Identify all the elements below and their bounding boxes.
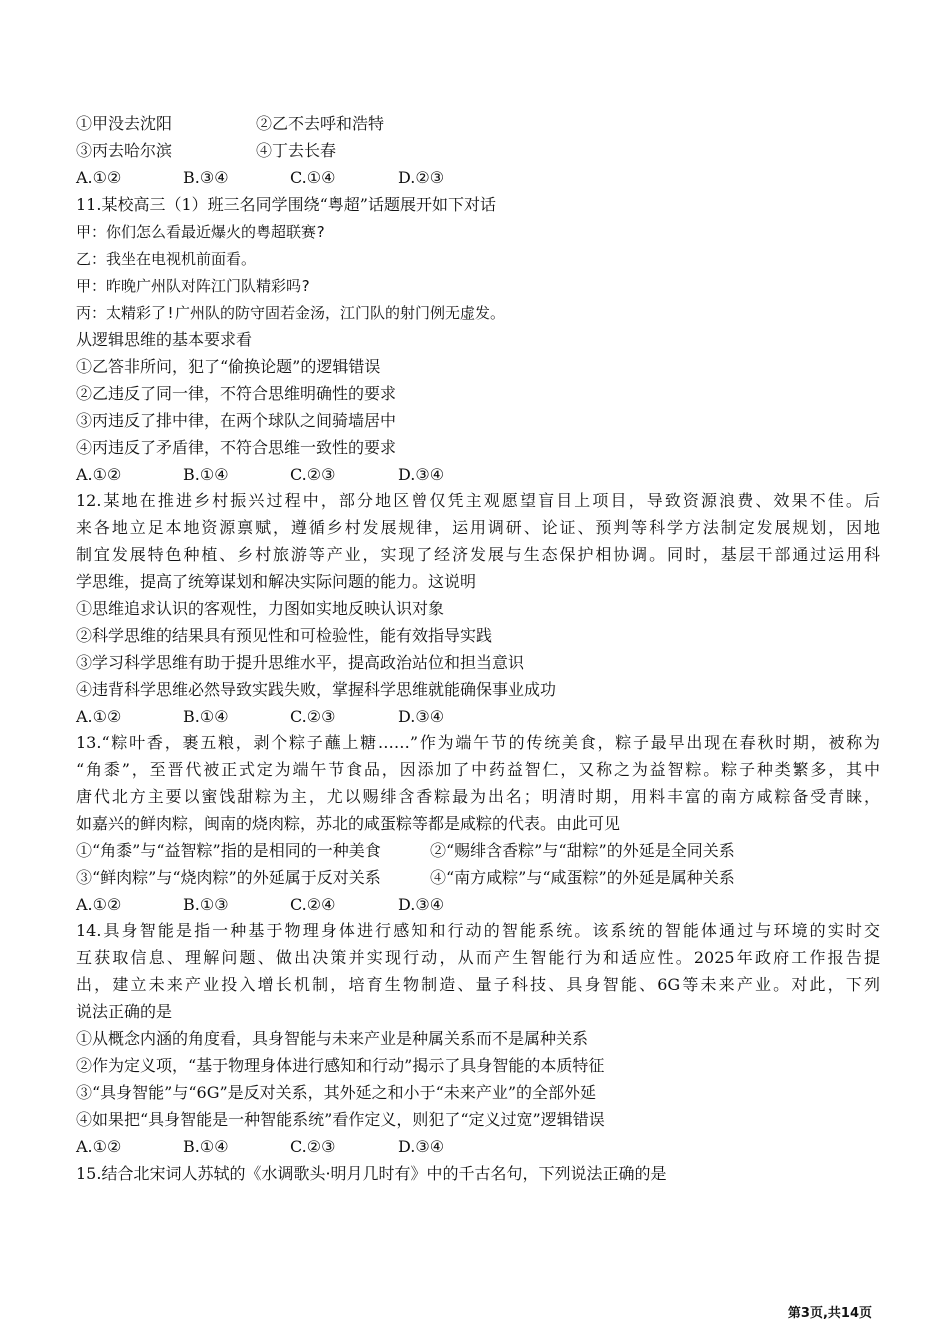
q14-choice-c: C.②③: [290, 1137, 336, 1156]
q12-stem-line: 制宜发展特色种植、乡村旅游等产业，实现了经济发展与生态保护相协调。同时，基层干部通过运用科: [76, 545, 880, 564]
q14-option-3: ③“具身智能”与“6G”是反对关系，其外延之和小于“未来产业”的全部外延: [76, 1083, 597, 1102]
q13-option-1: ①“角黍”与“益智粽”指的是相同的一种美食: [76, 841, 381, 860]
q10-choice-c: C.①④: [290, 168, 336, 187]
q12-choice-d: D.③④: [398, 707, 445, 726]
q14-choice-d: D.③④: [398, 1137, 445, 1156]
q10-choice-b: B.③④: [183, 168, 229, 187]
q15-stem: 15.结合北宋词人苏轼的《水调歌头·明月几时有》中的千古名句，下列说法正确的是: [76, 1164, 667, 1183]
q11-option-2: ②乙违反了同一律，不符合思维明确性的要求: [76, 384, 397, 403]
q12-stem-line: 学思维，提高了统筹谋划和解决实际问题的能力。这说明: [76, 572, 477, 591]
q12-stem-line: 12.某地在推进乡村振兴过程中，部分地区曾仅凭主观愿望盲目上项目，导致资源浪费、效果不佳。后: [76, 491, 880, 510]
q11-dialog-line: 乙：我坐在电视机前面看。: [76, 250, 257, 268]
q14-choice-a: A.①②: [76, 1137, 122, 1156]
q11-dialog-line: 丙：太精彩了!广州队的防守固若金汤，江门队的射门例无虚发。: [76, 304, 506, 322]
q11-stem: 11.某校高三（1）班三名同学围绕“粤超”话题展开如下对话: [76, 195, 496, 214]
q14-option-2: ②作为定义项，“基于物理身体进行感知和行动”揭示了具身智能的本质特征: [76, 1056, 605, 1075]
q12-stem-line: 来各地立足本地资源禀赋，遵循乡村发展规律，运用调研、论证、预判等科学方法制定发展规划，因地: [76, 518, 880, 537]
q14-choice-b: B.①④: [183, 1137, 229, 1156]
q11-dialog-line: 甲：昨晚广州队对阵江门队精彩吗?: [76, 277, 311, 295]
q13-choice-d: D.③④: [398, 895, 445, 914]
q10-item-3: ③丙去哈尔滨: [76, 141, 173, 160]
page-number: 第3页,共14页: [787, 1306, 872, 1321]
q11-option-1: ①乙答非所问，犯了“偷换论题”的逻辑错误: [76, 357, 381, 376]
q10-choice-d: D.②③: [398, 168, 445, 187]
q14-stem-line: 14.具身智能是指一种基于物理身体进行感知和行动的智能系统。该系统的智能体通过与环境的实时交: [76, 921, 880, 940]
q13-stem-line: 13.“粽叶香，裹五粮，剥个粽子蘸上糖……”作为端午节的传统美食，粽子最早出现在春秋时期，被称为: [76, 733, 880, 752]
q14-option-4: ④如果把“具身智能是一种智能系统”看作定义，则犯了“定义过宽”逻辑错误: [76, 1110, 605, 1129]
q11-choice-a: A.①②: [76, 465, 122, 484]
q11-choice-d: D.③④: [398, 465, 445, 484]
q11-choice-b: B.①④: [183, 465, 229, 484]
q10-choice-a: A.①②: [76, 168, 122, 187]
q12-choice-a: A.①②: [76, 707, 122, 726]
q10-item-1: ①甲没去沈阳: [76, 114, 173, 133]
q12-choice-c: C.②③: [290, 707, 336, 726]
q12-option-4: ④违背科学思维必然导致实践失败，掌握科学思维就能确保事业成功: [76, 680, 557, 699]
q12-option-3: ③学习科学思维有助于提升思维水平，提高政治站位和担当意识: [76, 653, 525, 672]
q13-stem-line: 唐代北方主要以蜜饯甜粽为主，尤以赐绯含香粽最为出名；明清时期，用料丰富的南方咸粽备受青睐，: [76, 787, 880, 806]
q11-option-4: ④丙违反了矛盾律，不符合思维一致性的要求: [76, 438, 397, 457]
q12-option-2: ②科学思维的结果具有预见性和可检验性，能有效指导实践: [76, 626, 493, 645]
q14-stem-line: 互获取信息、理解问题、做出决策并实现行动，从而产生智能行为和适应性。2025年政府工作报告提: [76, 948, 880, 967]
q13-choice-b: B.①③: [183, 895, 229, 914]
q11-option-3: ③丙违反了排中律，在两个球队之间骑墙居中: [76, 411, 397, 430]
q13-stem-line: “角黍”，至晋代被正式定为端午节食品，因添加了中药益智仁，又称之为益智粽。粽子种类繁多，其中: [76, 760, 880, 779]
q12-option-1: ①思维追求认识的客观性，力图如实地反映认识对象: [76, 599, 445, 618]
q14-option-1: ①从概念内涵的角度看，具身智能与未来产业是种属关系而不是属种关系: [76, 1029, 589, 1048]
q10-item-4: ④丁去长春: [256, 141, 337, 160]
q11-dialog-line: 甲：你们怎么看最近爆火的粤超联赛?: [76, 223, 326, 241]
q13-choice-a: A.①②: [76, 895, 122, 914]
q13-stem-line: 如嘉兴的鲜肉粽，闽南的烧肉粽，苏北的咸蛋粽等都是咸粽的代表。由此可见: [76, 814, 621, 833]
q12-choice-b: B.①④: [183, 707, 229, 726]
q13-option-3: ③“鲜肉粽”与“烧肉粽”的外延属于反对关系: [76, 868, 381, 887]
q11-lead: 从逻辑思维的基本要求看: [76, 330, 253, 349]
q13-option-4: ④“南方咸粽”与“咸蛋粽”的外延是属种关系: [430, 868, 735, 887]
q13-option-2: ②“赐绯含香粽”与“甜粽”的外延是全同关系: [430, 841, 735, 860]
q13-choice-c: C.②④: [290, 895, 336, 914]
q10-item-2: ②乙不去呼和浩特: [256, 114, 385, 133]
q14-stem-line: 出，建立未来产业投入增长机制，培育生物制造、量子科技、具身智能、6G等未来产业。对此，下列: [76, 975, 880, 994]
q14-stem-line: 说法正确的是: [76, 1002, 173, 1021]
q11-choice-c: C.②③: [290, 465, 336, 484]
